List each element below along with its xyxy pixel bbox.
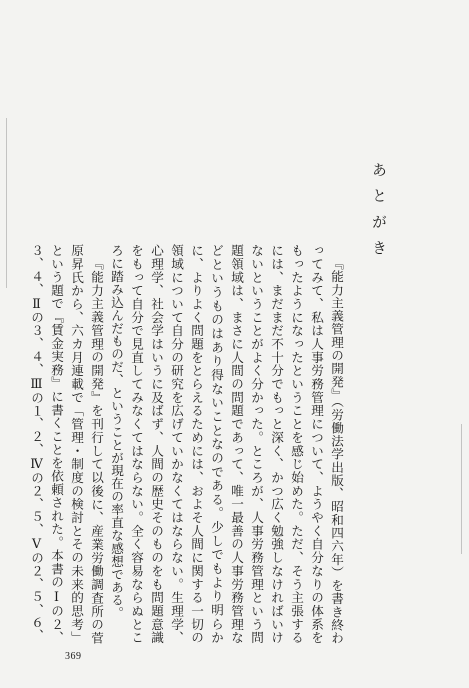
page-number: 369 — [65, 651, 82, 662]
afterword-text — [26, 244, 346, 644]
paragraph-1: 『能力主義管理の開発』（労働法学出版、昭和四六年）を書き終わってみて、私は人事労務管理について、ようやく自分なりの体系をもったようになったということを感じ始めた。ただ、そう主張するには、まだまだ不十分でもっと深く、かつ広く勉強しなければいけないということがよく分かった。ところが、人事労務管理という問題領域は、まさに人間の問題であって、唯一最善の人事労務管理などというものはあり得ないことなのである。少しでもより明らかに、よりよく問題をとらえるためには、およそ人間に関する一切の領域について自分の研究を広げていかなくてはならない。生理学、心理学、社会学はいうに及ばず、人間の歴史そのものをも問題意識をもって自分で見直してみなくてはならない。全く容易ならぬところに踏み込んだものだ、ということが現在の率直な感想である。 — [109, 244, 344, 644]
scan-mark-left — [6, 118, 7, 288]
scan-mark-right — [461, 424, 462, 554]
page-title: あとがき — [370, 162, 388, 266]
paragraph-2: 『能力主義管理の開発』を刊行して以後に、産業労働調査所の菅原昇氏から、六カ月連載で「管理・制度の検討とその未来的思考」という題で『賃金実務』に書くことを依頼された。本書のⅠの２、３、４、Ⅱの３、４、Ⅲの１、２、Ⅳの２、５、Ⅴの２、５、６、 — [29, 244, 104, 644]
